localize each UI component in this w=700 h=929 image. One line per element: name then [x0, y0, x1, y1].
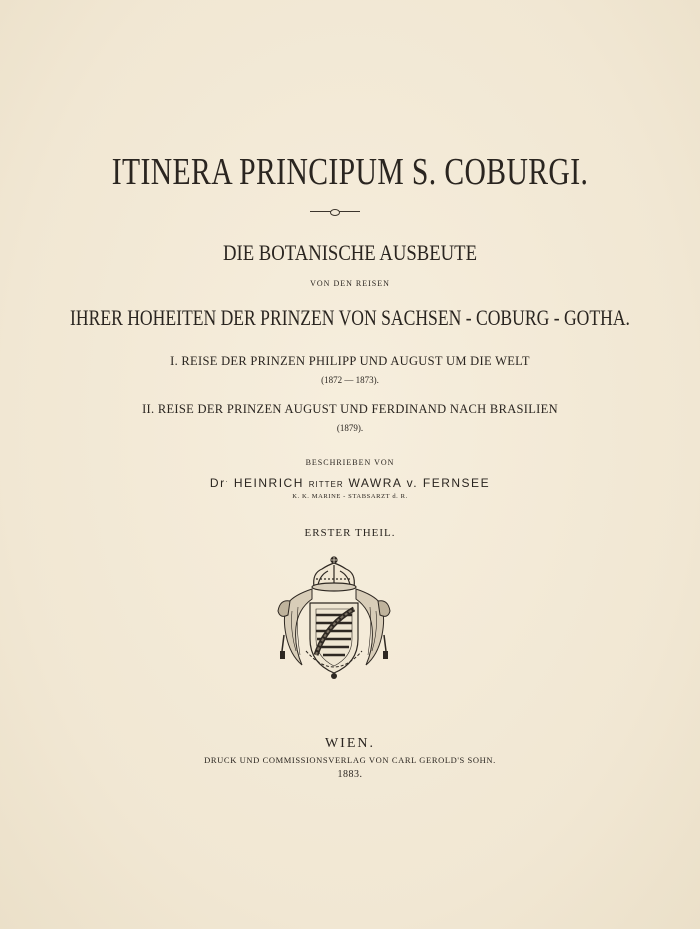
book-title: ITINERA PRINCIPUM S. COBURGI. [111, 151, 589, 193]
trip-one-dates: (1872 — 1873). [321, 375, 379, 385]
author-title-dot: . [225, 477, 230, 484]
imprint-city: WIEN. [324, 736, 376, 751]
subtitle-princes: IHRER HOHEITEN DER PRINZEN VON SACHSEN - COBURG - GOTHA. [70, 305, 630, 330]
author-particle: v. [406, 476, 419, 490]
described-by-label: BESCHRIEBEN VON [305, 458, 395, 467]
author-title: Dr [209, 476, 226, 490]
coat-of-arms-icon [272, 555, 396, 681]
volume-part: ERSTER THEIL. [304, 527, 396, 539]
from-travels-label: VON DEN REISEN [310, 279, 390, 288]
imprint-printer: DRUCK UND COMMISSIONSVERLAG VON CARL GEROLD'S SOHN. [204, 755, 496, 765]
author-middle: RITTER [308, 480, 344, 489]
author-line [0, 476, 700, 490]
author-family: WAWRA [348, 476, 402, 490]
trip-two: II. REISE DER PRINZEN AUGUST UND FERDINAND NACH BRASILIEN [142, 402, 558, 416]
author-rank: K. K. MARINE - STABSARZT d. R. [292, 493, 408, 500]
trip-two-dates: (1879). [336, 423, 364, 433]
subtitle-botanical: DIE BOTANISCHE AUSBEUTE [222, 240, 478, 265]
trip-one: I. REISE DER PRINZEN PHILIPP UND AUGUST UM DIE WELT [170, 354, 530, 368]
author-given: HEINRICH [233, 476, 304, 490]
imprint-year: 1883. [337, 769, 363, 780]
rule-ornament-icon [330, 209, 340, 216]
author-place: FERNSEE [422, 476, 491, 490]
